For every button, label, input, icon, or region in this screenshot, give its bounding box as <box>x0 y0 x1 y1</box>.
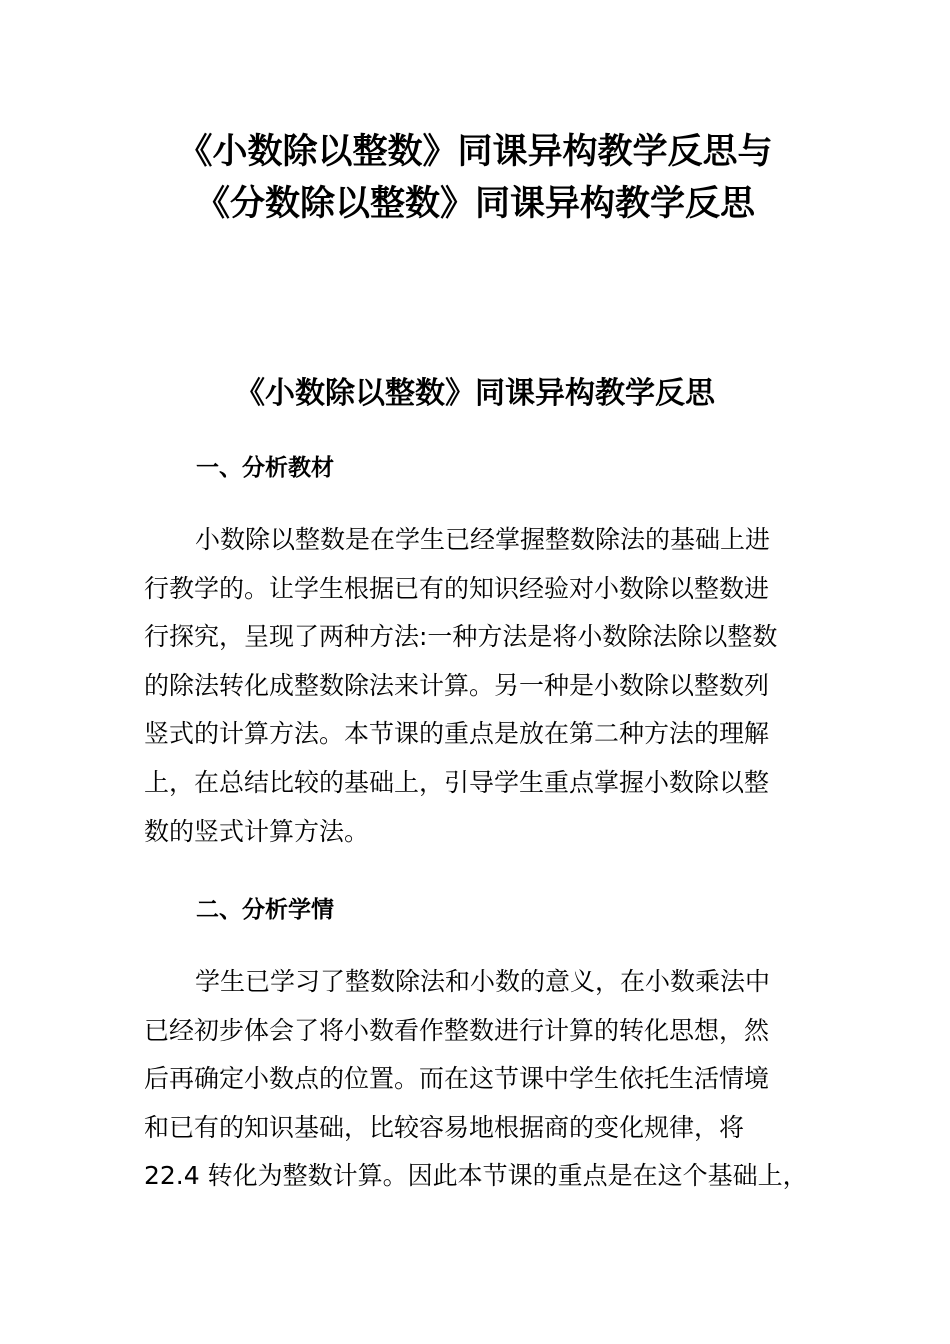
heading-analyze-textbook: 一、分析教材 <box>196 455 334 481</box>
document-title-line: 《分数除以整数》同课异构教学反思 <box>194 184 755 224</box>
paragraph-line: 行教学的。让学生根据已有的知识经验对小数除以整数进 <box>144 573 770 603</box>
paragraph-line: 的除法转化成整数除法来计算。另一种是小数除以整数列 <box>144 670 770 700</box>
paragraph-line: 行探究，呈现了两种方法:一种方法是将小数除法除以整数 <box>144 622 778 652</box>
paragraph-line: 竖式的计算方法。本节课的重点是放在第二种方法的理解 <box>144 719 770 749</box>
paragraph-line: 后再确定小数点的位置。而在这节课中学生依托生活情境 <box>144 1064 770 1094</box>
paragraph-line: 学生已学习了整数除法和小数的意义，在小数乘法中 <box>195 967 771 996</box>
paragraph-line: 和已有的知识基础，比较容易地根据商的变化规律，将 <box>144 1112 745 1142</box>
paragraph-line: 数的竖式计算方法。 <box>144 816 370 846</box>
heading-analyze-students: 二、分析学情 <box>196 897 334 923</box>
paragraph-students <box>144 958 824 1201</box>
paragraph-line: 小数除以整数是在学生已经掌握整数除法的基础上进 <box>195 525 771 554</box>
document-title <box>0 126 950 230</box>
section-title: 《小数除以整数》同课异构教学反思 <box>235 376 715 411</box>
paragraph-line: 已经初步体会了将小数看作整数进行计算的转化思想，然 <box>144 1015 770 1045</box>
paragraph-line: 22.4 转化为整数计算。因此本节课的重点是在这个基础上， <box>144 1161 808 1191</box>
paragraph-textbook <box>144 516 824 856</box>
paragraph-line: 上，在总结比较的基础上，引导学生重点掌握小数除以整 <box>144 767 770 797</box>
document-title-line: 《小数除以整数》同课异构教学反思与 <box>177 132 773 172</box>
